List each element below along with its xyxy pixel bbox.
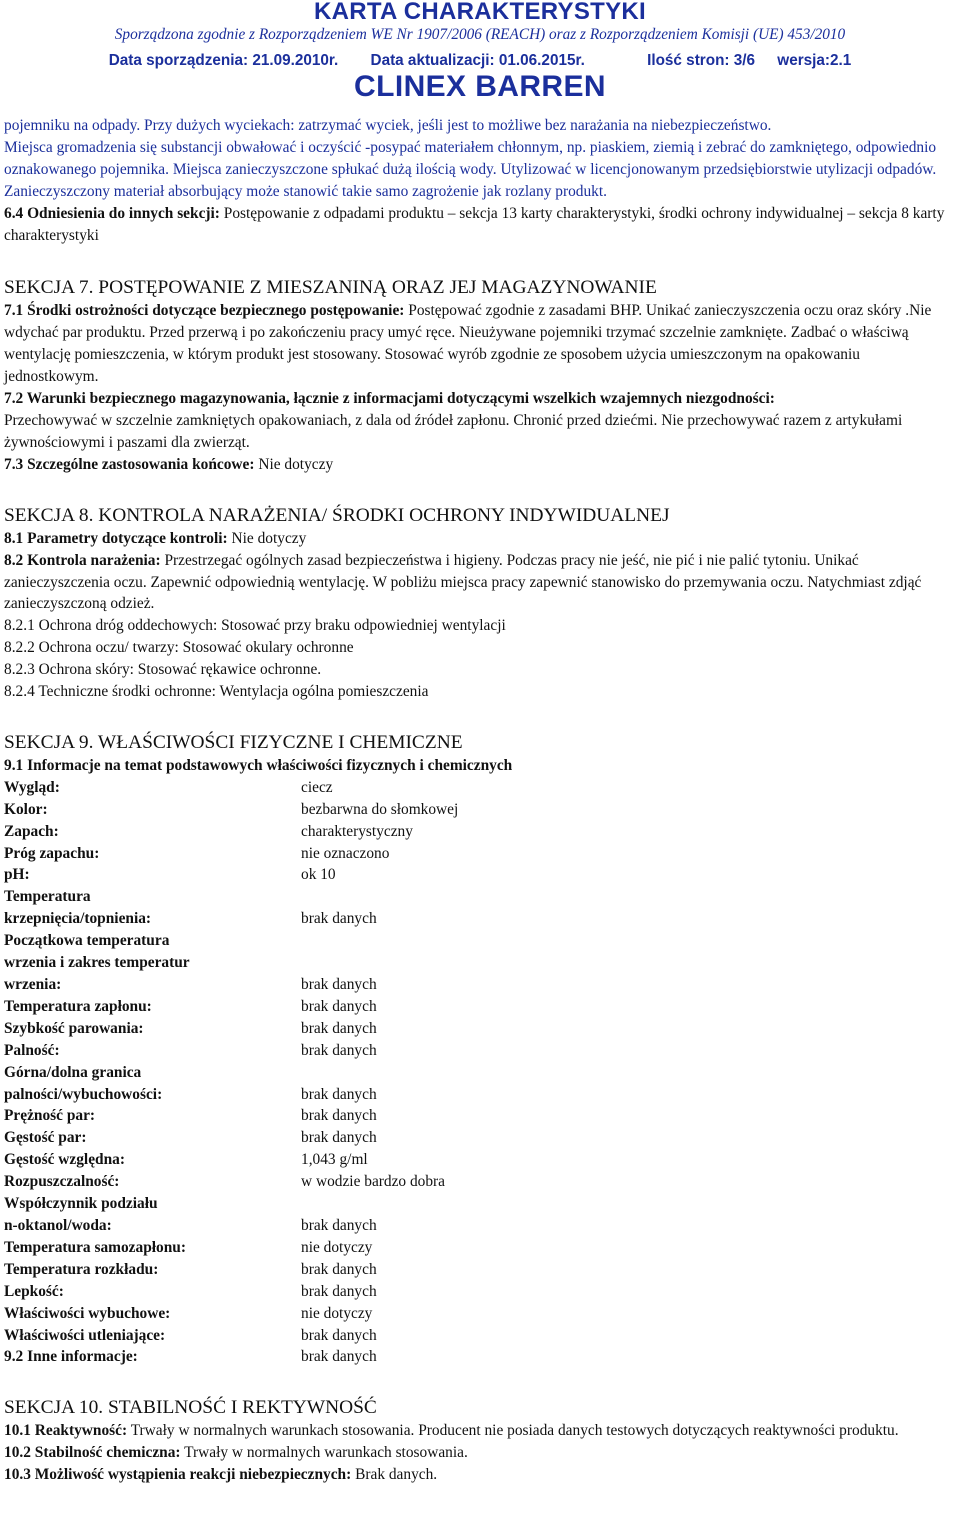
property-row — [4, 996, 958, 1018]
property-label: Wygląd: — [4, 778, 60, 796]
property-label: Górna/dolna granica — [4, 1063, 142, 1081]
property-value: ciecz — [301, 778, 333, 796]
property-value — [301, 930, 958, 952]
property-value — [301, 1062, 958, 1084]
property-row — [4, 1084, 958, 1106]
section6-continuation-2: Miejsca gromadzenia się substancji obwałować i oczyścić -posypać materiałem chłonnym, np. piaskiem, ziemią i zebrać do zamkniętego, odpowiednio oznakowanego pojemnika. Miejsca zanieczyszczone spłukać dużą ilością wody. Utylizować w licencjonowanym przedsiębiorstwie utylizacji odpadów. Zanieczyszczony materiał absorbujący może stanowić takie samo zagrożenie jak rozlany produkt. — [4, 138, 937, 200]
section6-4-text: Postępowanie z odpadami produktu – sekcja 13 karty charakterystyki, środki ochrony indywidualnej – sekcja 8 karty charakterystyki — [4, 204, 945, 244]
property-row — [4, 974, 958, 996]
property-label: Współczynnik podziału — [4, 1195, 158, 1213]
property-row — [4, 821, 958, 843]
section8-heading: SEKCJA 8. KONTROLA NARAŻENIA/ ŚRODKI OCHRONY INDYWIDUALNEJ — [4, 504, 670, 526]
property-row — [4, 864, 958, 886]
property-value: brak danych — [301, 1348, 377, 1366]
properties-table — [4, 777, 958, 1368]
section8-2-label: 8.2 Kontrola narażenia: — [4, 551, 161, 569]
property-value: brak danych — [301, 997, 377, 1015]
section9-heading: SEKCJA 9. WŁAŚCIWOŚCI FIZYCZNE I CHEMICZNE — [4, 731, 463, 753]
section7-1-text: Postępować zgodnie z zasadami BHP. Unikać zanieczyszczenia oczu oraz skóry .Nie wdychać par produktu. Przed przerwą i po zakończeniu pracy umyć ręce. Nieużywane pojemniki trzymać szczelnie zamknięte. Zadbać o właściwą wentylację pomieszczenia, w którym produkt jest stosowany. Stosować wyrób zgodnie ze sposobem użycia umieszczonym na opakowaniu jednostkowym. — [4, 302, 932, 386]
property-value: 1,043 g/ml — [301, 1151, 368, 1169]
property-value: w wodzie bardzo dobra — [301, 1173, 446, 1191]
property-label: Prężność par: — [4, 1107, 96, 1125]
property-label: Lepkość: — [4, 1282, 64, 1300]
property-row — [4, 843, 958, 865]
section9-1-label: 9.1 Informacje na temat podstawowych właściwości fizycznych i chemicznych — [4, 756, 513, 774]
product-name: CLINEX BARREN — [354, 70, 606, 103]
section8-1-label: 8.1 Parametry dotyczące kontroli: — [4, 529, 228, 547]
property-row — [4, 1303, 958, 1325]
section7-3-label: 7.3 Szczególne zastosowania końcowe: — [4, 455, 255, 473]
property-row — [4, 777, 958, 799]
section7-3 — [4, 454, 958, 476]
property-value: brak danych — [301, 1041, 377, 1059]
property-label: Palność: — [4, 1041, 60, 1059]
property-value — [301, 952, 958, 974]
section7-2 — [4, 388, 958, 454]
property-label: Temperatura samozapłonu: — [4, 1238, 186, 1256]
section8-1-text: Nie dotyczy — [227, 529, 307, 547]
property-label: Właściwości utleniające: — [4, 1326, 166, 1344]
section8-1 — [4, 528, 958, 550]
section8-2-2: 8.2.2 Ochrona oczu/ twarzy: Stosować okulary ochronne — [4, 639, 354, 657]
property-label: palności/wybuchowości: — [4, 1085, 163, 1103]
section10-heading: SEKCJA 10. STABILNOŚĆ I REKTYWNOŚĆ — [4, 1397, 377, 1419]
property-value: brak danych — [301, 910, 377, 928]
property-row — [4, 1018, 958, 1040]
property-row — [4, 1215, 958, 1237]
section10-1-label: 10.1 Reaktywność: — [4, 1422, 128, 1440]
property-value: brak danych — [301, 1282, 377, 1300]
property-label: wrzenia i zakres temperatur — [4, 954, 190, 972]
section10-2 — [4, 1442, 958, 1464]
date-created: Data sporządzenia: 21.09.2010r. — [108, 52, 339, 69]
property-row — [4, 1193, 958, 1215]
property-row — [4, 1127, 958, 1149]
section10-2-label: 10.2 Stabilność chemiczna: — [4, 1444, 181, 1462]
property-row — [4, 1325, 958, 1347]
property-row — [4, 1149, 958, 1171]
section7-2-label: 7.2 Warunki bezpiecznego magazynowania, łącznie z informacjami dotyczącymi wszelkich wzajemnych niezgodności: — [4, 390, 775, 408]
property-label: Zapach: — [4, 822, 59, 840]
property-row — [4, 1346, 958, 1368]
property-row — [4, 799, 958, 821]
property-label: 9.2 Inne informacje: — [4, 1348, 138, 1366]
regulation-subtitle: Sporządzona zgodnie z Rozporządzeniem WE Nr 1907/2006 (REACH) oraz z Rozporządzeniem Komisji (UE) 453/2010 — [114, 26, 846, 43]
property-label: Temperatura — [4, 888, 91, 906]
property-row — [4, 1171, 958, 1193]
property-row — [4, 1237, 958, 1259]
property-row — [4, 1259, 958, 1281]
section6-continuation-1: pojemniku na odpady. Przy dużych wyciekach: zatrzymać wyciek, jeśli jest to możliwe bez narażania na niebezpieczeństwo. — [4, 117, 772, 134]
section8-2-3: 8.2.3 Ochrona skóry: Stosować rękawice ochronne. — [4, 661, 322, 679]
property-label: Rozpuszczalność: — [4, 1173, 120, 1191]
section10-1-text: Trwały w normalnych warunkach stosowania. Producent nie posiada danych testowych dotyczących reaktywności produktu. — [127, 1422, 899, 1440]
property-value: brak danych — [301, 976, 377, 993]
document-meta — [0, 50, 960, 72]
section10-3-label: 10.3 Możliwość wystąpienia reakcji niebezpiecznych: — [4, 1466, 352, 1484]
property-value: ok 10 — [301, 866, 336, 884]
property-value: nie oznaczono — [301, 844, 390, 862]
version: wersja:2.1 — [777, 52, 852, 69]
property-value: bezbarwna do słomkowej — [301, 800, 459, 818]
property-value: brak danych — [301, 1107, 377, 1125]
property-row — [4, 1105, 958, 1127]
property-label: wrzenia: — [4, 976, 62, 993]
document-header — [0, 0, 960, 103]
section10-2-text: Trwały w normalnych warunkach stosowania. — [180, 1444, 468, 1462]
section10-3 — [4, 1464, 958, 1486]
property-label: Kolor: — [4, 800, 48, 818]
section9-1 — [4, 755, 958, 777]
property-value — [301, 886, 958, 908]
section7-1 — [4, 300, 958, 388]
property-value: brak danych — [301, 1019, 377, 1037]
document-title: KARTA CHARAKTERYSTYKI — [313, 0, 647, 25]
property-row — [4, 930, 958, 952]
property-label: Próg zapachu: — [4, 844, 100, 862]
property-row — [4, 1281, 958, 1303]
property-label: Właściwości wybuchowe: — [4, 1304, 171, 1322]
date-updated: Data aktualizacji: 01.06.2015r. — [370, 52, 585, 69]
document-body — [4, 115, 958, 1486]
property-label: Szybkość parowania: — [4, 1019, 144, 1037]
page-count: Ilość stron: 3/6 — [647, 52, 756, 69]
section7-2-text: Przechowywać w szczelnie zamkniętych opakowaniach, z dala od źródeł zapłonu. Chronić przed dziećmi. Nie przechowywać razem z artykułami żywnościowymi i paszami dla zwierząt. — [4, 411, 903, 451]
property-label: Początkowa temperatura — [4, 932, 170, 950]
section7-1-label: 7.1 Środki ostrożności dotyczące bezpiecznego postępowanie: — [4, 302, 405, 320]
property-value: brak danych — [301, 1085, 377, 1103]
section10-3-text: Brak danych. — [351, 1466, 438, 1484]
section8-2-4: 8.2.4 Techniczne środki ochronne: Wentylacja ogólna pomieszczenia — [4, 683, 429, 701]
property-label: pH: — [4, 866, 30, 884]
property-row — [4, 1062, 958, 1084]
property-value: nie dotyczy — [301, 1238, 373, 1256]
section8-2-1: 8.2.1 Ochrona dróg oddechowych: Stosować przy braku odpowiedniej wentylacji — [4, 617, 506, 635]
property-row — [4, 908, 958, 930]
section8-2 — [4, 550, 958, 616]
property-label: Gęstość względna: — [4, 1151, 125, 1169]
property-label: n-oktanol/woda: — [4, 1216, 112, 1234]
section6-4-label: 6.4 Odniesienia do innych sekcji: — [4, 204, 220, 222]
property-label: krzepnięcia/topnienia: — [4, 910, 152, 928]
property-row — [4, 1040, 958, 1062]
section7-heading: SEKCJA 7. POSTĘPOWANIE Z MIESZANINĄ ORAZ JEJ MAGAZYNOWANIE — [4, 277, 657, 299]
property-value: charakterystyczny — [301, 822, 413, 840]
property-value: brak danych — [301, 1326, 377, 1344]
property-label: Temperatura rozkładu: — [4, 1260, 159, 1278]
section6-4 — [4, 203, 958, 247]
property-value: brak danych — [301, 1260, 377, 1278]
property-value: nie dotyczy — [301, 1304, 373, 1322]
section8-2-text: Przestrzegać ogólnych zasad bezpieczeństwa i higieny. Podczas pracy nie jeść, nie pić i nie palić tytoniu. Unikać zanieczyszczenia oczu. Zapewnić odpowiednią wentylację. W pobliżu miejsca pracy zapewnić stanowisko do przemywania oczu. Natychmiast zdjąć zanieczyszczoną odzież. — [4, 551, 922, 613]
property-label: Gęstość par: — [4, 1129, 87, 1147]
section10-1 — [4, 1420, 958, 1442]
property-value: brak danych — [301, 1129, 377, 1147]
property-value — [301, 1193, 958, 1215]
property-row — [4, 952, 958, 974]
property-row — [4, 886, 958, 908]
property-label: Temperatura zapłonu: — [4, 997, 152, 1015]
property-value: brak danych — [301, 1216, 377, 1234]
section7-3-text: Nie dotyczy — [254, 455, 334, 473]
